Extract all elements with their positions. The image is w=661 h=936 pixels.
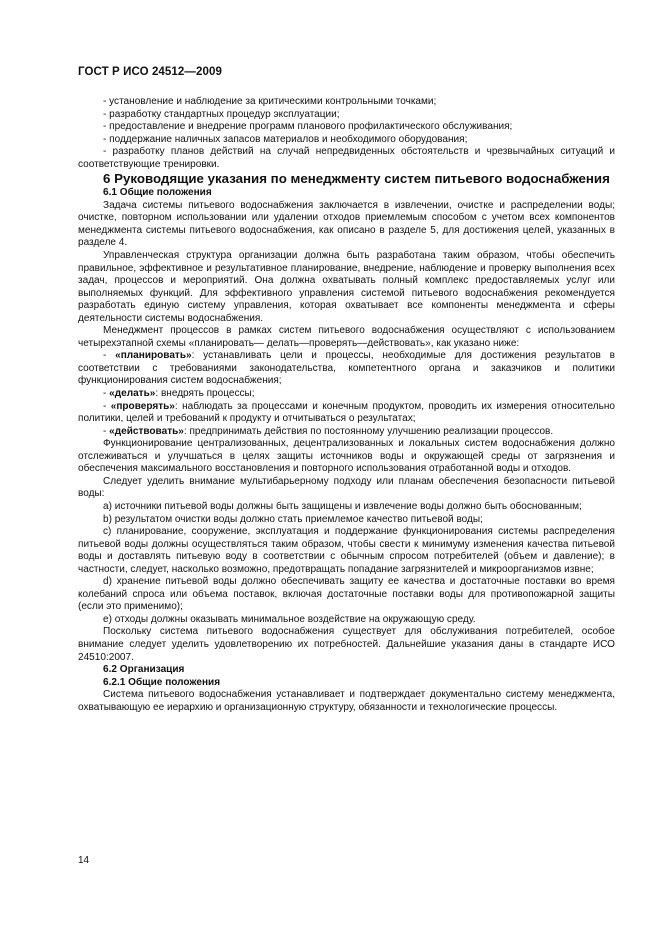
paragraph: Задача системы питьевого водоснабжения заключается в извлечении, очистке и распределении воды; очистке, повторном использовании или удалении отходов приемлемым способом с учетом всех компонентов менеджмента системы питьевого водоснабжения, как описано в разделе 5, для достижения целей, указанных в разделе 4. (78, 199, 615, 249)
section-6-heading: 6 Руководящие указания по менеджменту систем питьевого водоснабжения (103, 171, 610, 187)
paragraph: Управленческая структура организации должна быть разработана таким образом, чтобы обеспечить правильное, эффективное и результативное планирование, внедрение, наблюдение и проверку выполнения всех задач, процессов и мероприятий. Она должна охватывать полный комплекс предоставляемых услуг или выполняемых функций. Для эффективного управления системой питьевого водоснабжения рекомендуется разработать единую систему управления, которая охватывает все компоненты менеджмента и сферы деятельности системы водоснабжения. (78, 250, 615, 324)
list-item: d) хранение питьевой воды должно обеспечивать защиту ее качества и достаточные поставки во время колебаний спроса или объема поставок, включая достаточные поставки воды для противопожарной защиты (если это применимо); (78, 576, 615, 613)
pdca-item-act: - «действовать»: предпринимать действия по постоянному улучшению реализации процессов. (103, 425, 554, 437)
list-item: a) источники питьевой воды должны быть защищены и извлечение воды должно быть обоснованным; (103, 500, 582, 512)
section-6-2-heading: 6.2 Организация (103, 664, 185, 676)
list-item: e) отходы должны оказывать минимальное воздействие на окружающую среду. (103, 613, 476, 625)
pdca-term: «планировать» (115, 350, 192, 362)
pdca-item-check: - «проверять»: наблюдать за процессами и конечным продуктом, проводить их измерения относительно политики, целей и требований к продукту и отчитываться о результатах; (78, 400, 616, 425)
paragraph: Поскольку система питьевого водоснабжения существует для обслуживания потребителей, особое внимание следует уделить удовлетворению их потребностей. Дальнейшие указания даны в стандарте ИСО 24510:2007. (78, 626, 615, 663)
list-item: - предоставление и внедрение программ планового профилактического обслуживания; (103, 121, 513, 133)
pdca-term: «действовать» (109, 425, 184, 437)
list-item: b) результатом очистки воды должно стать приемлемое качество питьевой воды; (103, 513, 483, 525)
paragraph: Следует уделить внимание мультибарьерному подходу или планам обеспечения безопасности питьевой воды: (78, 475, 615, 500)
list-item: - разработку стандартных процедур эксплуатации; (103, 108, 340, 120)
paragraph: Менеджмент процессов в рамках систем питьевого водоснабжения осуществляют с использованием четырехэтапной схемы «планировать— делать—проверять—действовать», как указано ниже: (78, 325, 615, 349)
pdca-term: «проверять» (110, 400, 175, 412)
pdca-item-do: - «делать»: внедрять процессы; (103, 388, 255, 400)
list-item: c) планирование, сооружение, эксплуатация и поддержание функционирования системы распределения питьевой воды должны осуществляться таким образом, чтобы свести к минимуму изменения качества питьевой воды и доставлять питьевую воду в соответствии с обычным спросом потребителей (объем и давление); в частности, следует, насколько возможно, предотвращать попадание загрязнителей и микроорганизмов извне; (78, 526, 615, 575)
pdca-term: «делать» (109, 388, 156, 400)
list-item: - поддержание наличных запасов материалов и необходимого оборудования; (103, 133, 468, 145)
document-body (78, 96, 615, 714)
list-item: - установление и наблюдение за критическими контрольными точками; (103, 96, 437, 107)
paragraph: Система питьевого водоснабжения устанавливает и подтверждает документально систему менеджмента, охватывающую ее иерархию и организационную структуру, обязанности и технологические процессы. (78, 689, 615, 713)
section-6-2-1-heading: 6.2.1 Общие положения (103, 676, 221, 688)
document-header: ГОСТ Р ИСО 24512—2009 (78, 66, 223, 78)
paragraph: Функционирование централизованных, децентрализованных и локальных систем водоснабжения должно отслеживаться и улучшаться в целях защиты источников воды и окружающей среды от загрязнения и обеспечения максимального восстановления и повторного использования отработанной воды и отходов. (78, 438, 615, 475)
section-6-1-heading: 6.1 Общие положения (103, 187, 212, 199)
page-number: 14 (78, 855, 90, 866)
pdca-item-plan: - «планировать»: устанавливать цели и процессы, необходимые для достижения результатов в соответствии с требованиями законодательства, компетентного органа и заказчиков и политики функционирования систем водоснабжения; (78, 350, 616, 387)
list-item: - разработку планов действий на случай непредвиденных обстоятельств и чрезвычайных ситуаций и соответствующие тренировки. (78, 146, 615, 170)
